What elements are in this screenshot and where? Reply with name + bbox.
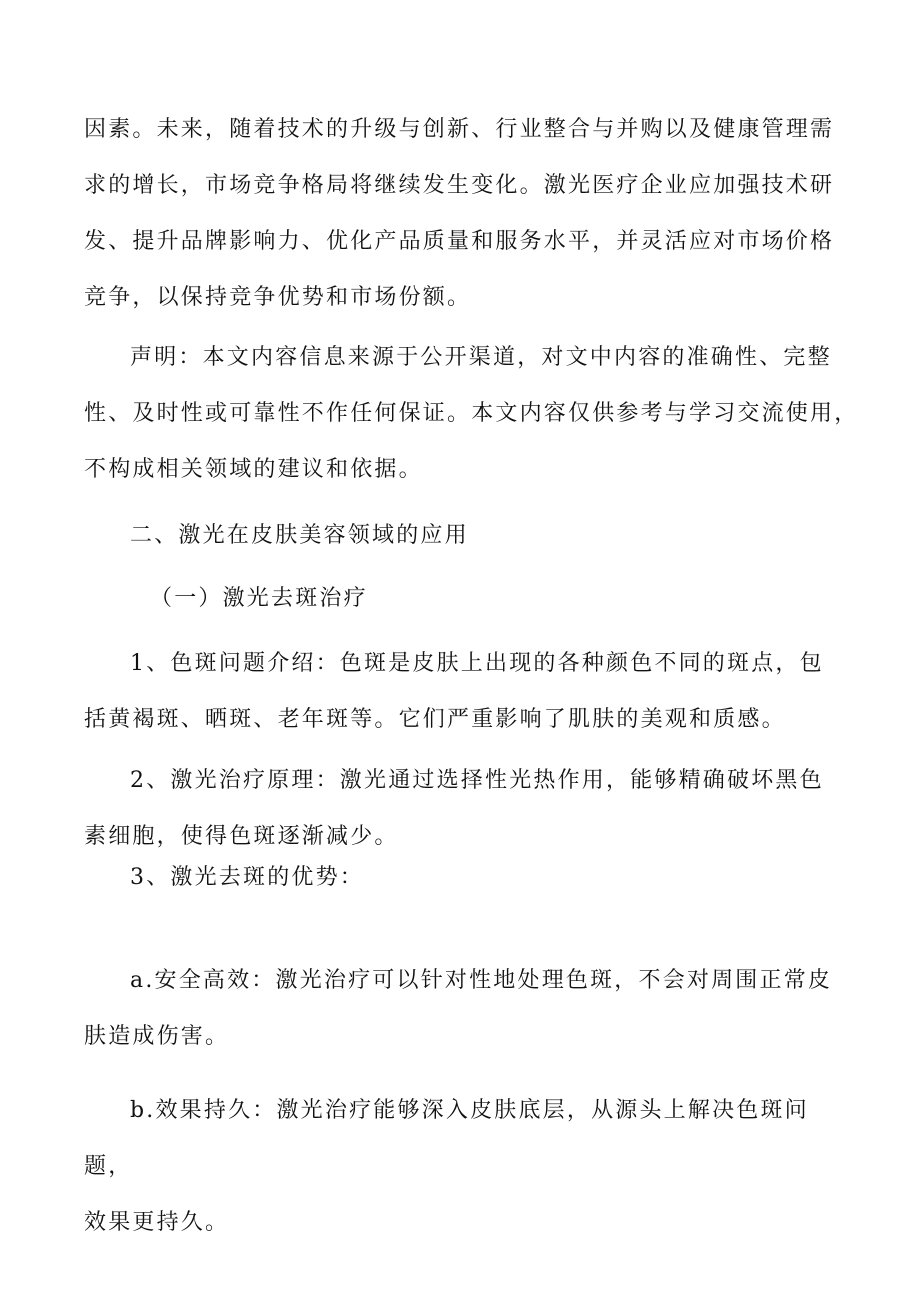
paragraph-market-outlook: 因素。未来，随着技术的升级与创新、行业整合与并购以及健康管理需求的增长，市场竞争格局将继续发生变化。激光医疗企业应加强技术研发、提升品牌影响力、优化产品质量和服务水平，并灵活应对市场价格竞争，以保持竞争优势和市场份额。 [84, 117, 835, 310]
list-item-long-lasting-line2: 效果更持久。 [84, 1210, 230, 1235]
list-item-spot-problem: 1、色斑问题介绍：色斑是皮肤上出现的各种颜色不同的斑点，包括黄褐斑、晒斑、老年斑等。它们严重影响了肌肤的美观和质感。 [84, 651, 824, 732]
list-item-long-lasting-line1: b.效果持久：激光治疗能够深入皮肤底层，从源头上解决色斑问题， [84, 1098, 809, 1179]
paragraph-disclaimer: 声明：本文内容信息来源于公开渠道，对文中内容的准确性、完整性、及时性或可靠性不作任何保证。本文内容仅供参考与学习交流使用，不构成相关领域的建议和依据。 [84, 345, 859, 482]
section-heading: 二、激光在皮肤美容领域的应用 [130, 523, 469, 548]
subsection-heading: （一）激光去斑治疗 [150, 586, 368, 611]
list-item-laser-principle: 2、激光治疗原理：激光通过选择性光热作用，能够精确破坏黑色素细胞，使得色斑逐渐减少。 [84, 768, 824, 849]
list-item-advantages-heading: 3、激光去斑的优势： [130, 865, 364, 890]
list-item-long-lasting [84, 1083, 844, 1251]
list-item-safe-efficient: a.安全高效：激光治疗可以针对性地处理色斑，不会对周围正常皮肤造成伤害。 [84, 968, 833, 1049]
